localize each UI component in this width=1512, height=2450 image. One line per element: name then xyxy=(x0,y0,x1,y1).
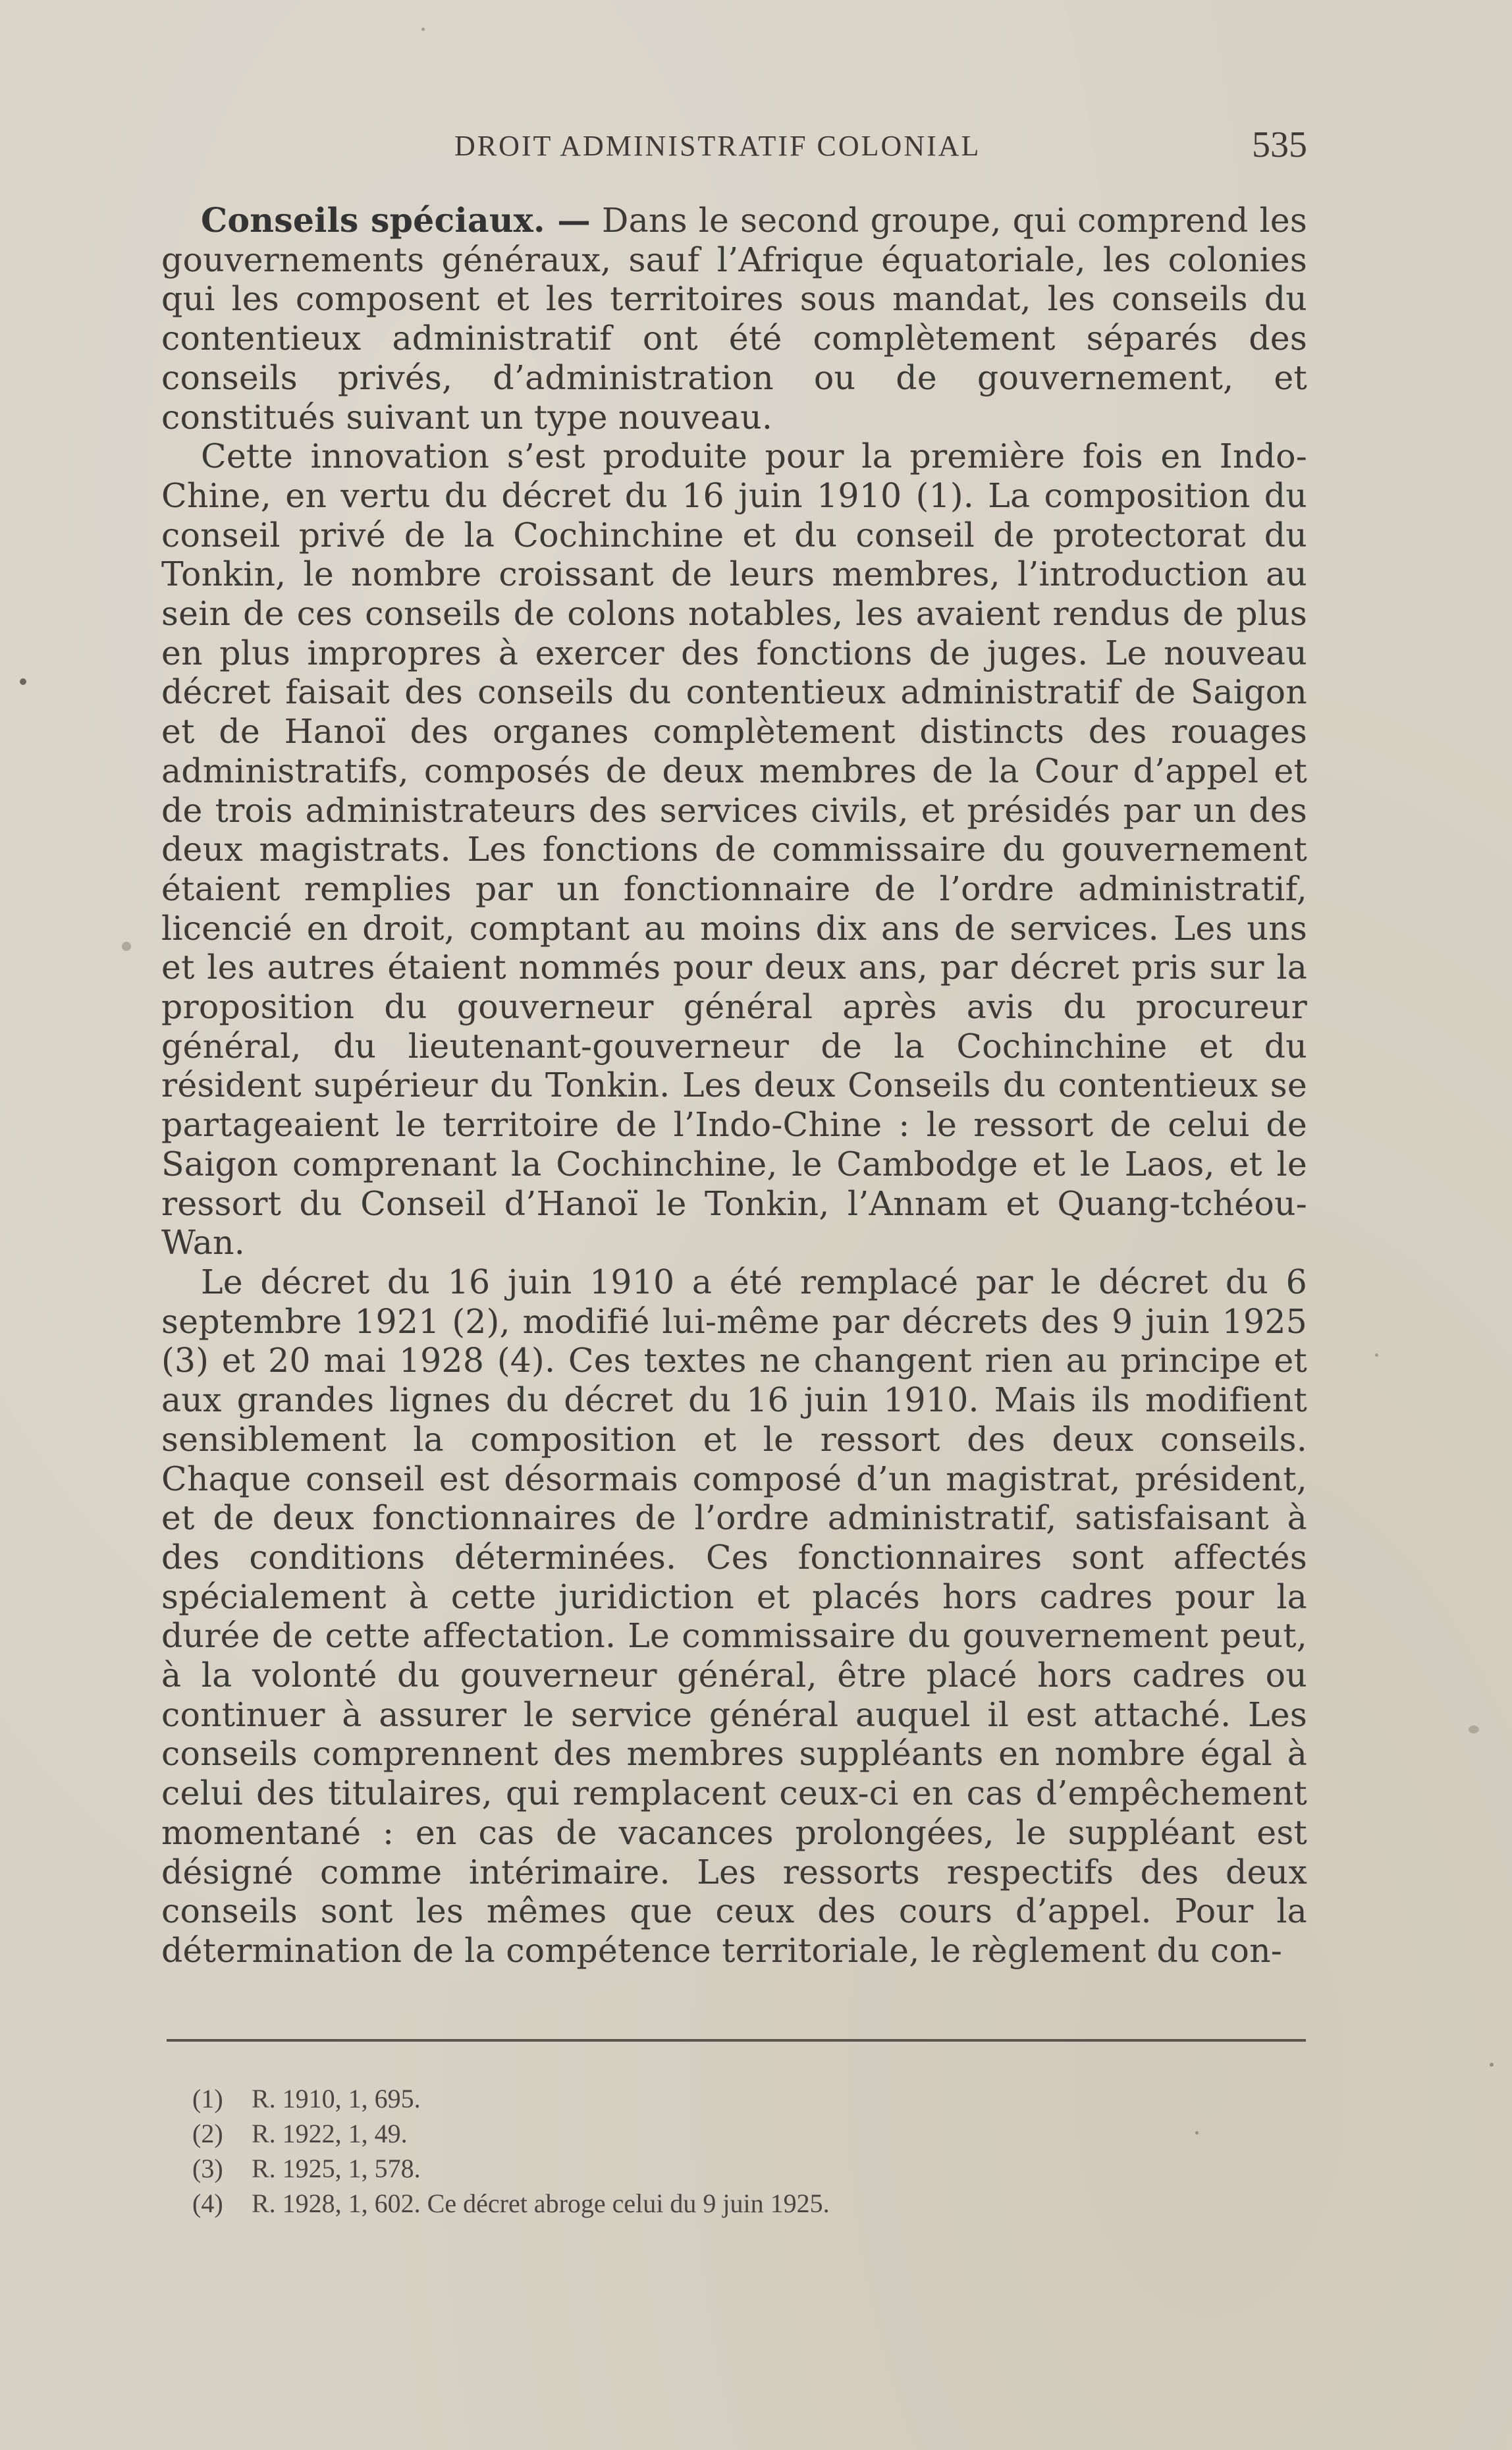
footnote-divider xyxy=(167,2039,1306,2042)
paper-speck xyxy=(1195,2131,1199,2135)
footnote-text: R. 1925, 1, 578. xyxy=(252,2154,421,2183)
paper-speck xyxy=(1375,1353,1378,1357)
paper-speck xyxy=(1490,2063,1494,2067)
footnote xyxy=(192,2151,1246,2186)
section-lead-term: Conseils spéciaux. — xyxy=(201,201,591,240)
footnote-text: R. 1922, 1, 49. xyxy=(252,2119,408,2148)
paper-speck xyxy=(1469,1726,1479,1733)
footnote-text: R. 1910, 1, 695. xyxy=(252,2084,421,2113)
footnote xyxy=(192,2081,1246,2116)
paper-speck xyxy=(122,942,131,951)
page-number: 535 xyxy=(1252,124,1307,165)
paragraph-text: Dans le second groupe, qui comprend les gouvernements généraux, sauf l’Afrique équatoriale, les colonies qui les composent et les territoires sous mandat, les conseils du contentieux administratif ont été complètement séparés des conseils privés, d’administration ou de gouvernement, et constitués suivant un type nouveau. xyxy=(161,201,1308,437)
footnote-number: (4) xyxy=(192,2189,223,2218)
footnote-number: (2) xyxy=(192,2119,223,2148)
paragraph xyxy=(161,201,1307,437)
footnote-number: (3) xyxy=(192,2154,223,2183)
footnote xyxy=(192,2116,1246,2151)
running-header xyxy=(161,124,1307,170)
footnotes xyxy=(192,2081,1246,2221)
footnote xyxy=(192,2186,1246,2221)
footnote-text: R. 1928, 1, 602. Ce décret abroge celui du 9 juin 1925. xyxy=(252,2189,830,2218)
running-title: DROIT ADMINISTRATIF COLONIAL xyxy=(454,130,981,162)
paragraph: Cette innovation s’est produite pour la première fois en Indo-Chine, en vertu du décret du 16 juin 1910 (1). La composition du conseil privé de la Cochinchine et du conseil de protectorat du Tonkin, le nombre croissant de leurs membres, l’introduction au sein de ces conseils de colons notables, les avaient rendus de plus en plus impropres à exercer des fonctions de juges. Le nouveau décret faisait des conseils du contentieux administratif de Saigon et de Hanoï des organes complètement distincts des rouages administratifs, composés de deux membres de la Cour d’appel et de trois administrateurs des services civils, et présidés par un des deux magistrats. Les fonctions de commissaire du gouvernement étaient remplies par un fonctionnaire de l’ordre administratif, licencié en droit, comptant au moins dix ans de services. Les uns et les autres étaient nommés pour deux ans, par décret pris sur la proposition du gouverneur général après avis du procureur général, du lieutenant-gouverneur de la Cochinchine et du résident supérieur du Tonkin. Les deux Conseils du contentieux se partageaient le territoire de l’Indo-Chine : le ressort de celui de Saigon comprenant la Cochinchine, le Cambodge et le Laos, et le ressort du Conseil d’Hanoï le Tonkin, l’Annam et Quang-tchéou-Wan. xyxy=(161,437,1307,1263)
paragraph: Le décret du 16 juin 1910 a été remplacé par le décret du 6 septembre 1921 (2), modifié lui-même par décrets des 9 juin 1925 (3) et 20 mai 1928 (4). Ces textes ne changent rien au principe et aux grandes lignes du décret du 16 juin 1910. Mais ils modifient sensiblement la composition et le ressort des deux conseils. Chaque conseil est désormais composé d’un magistrat, président, et de deux fonctionnaires de l’ordre administratif, satisfaisant à des conditions déterminées. Ces fonctionnaires sont affectés spécialement à cette juridiction et placés hors cadres pour la durée de cette affectation. Le commissaire du gouvernement peut, à la volonté du gouverneur général, être placé hors cadres ou continuer à assurer le service général auquel il est attaché. Les conseils comprennent des membres suppléants en nombre égal à celui des titulaires, qui remplacent ceux-ci en cas d’empêchement momentané : en cas de vacances prolongées, le suppléant est désigné comme intérimaire. Les ressorts respectifs des deux conseils sont les mêmes que ceux des cours d’appel. Pour la détermination de la compétence territoriale, le règlement du con- xyxy=(161,1262,1307,1970)
paper-speck xyxy=(421,28,425,31)
paper-speck xyxy=(20,678,26,685)
footnote-number: (1) xyxy=(192,2084,223,2113)
body-text xyxy=(161,201,1307,1971)
